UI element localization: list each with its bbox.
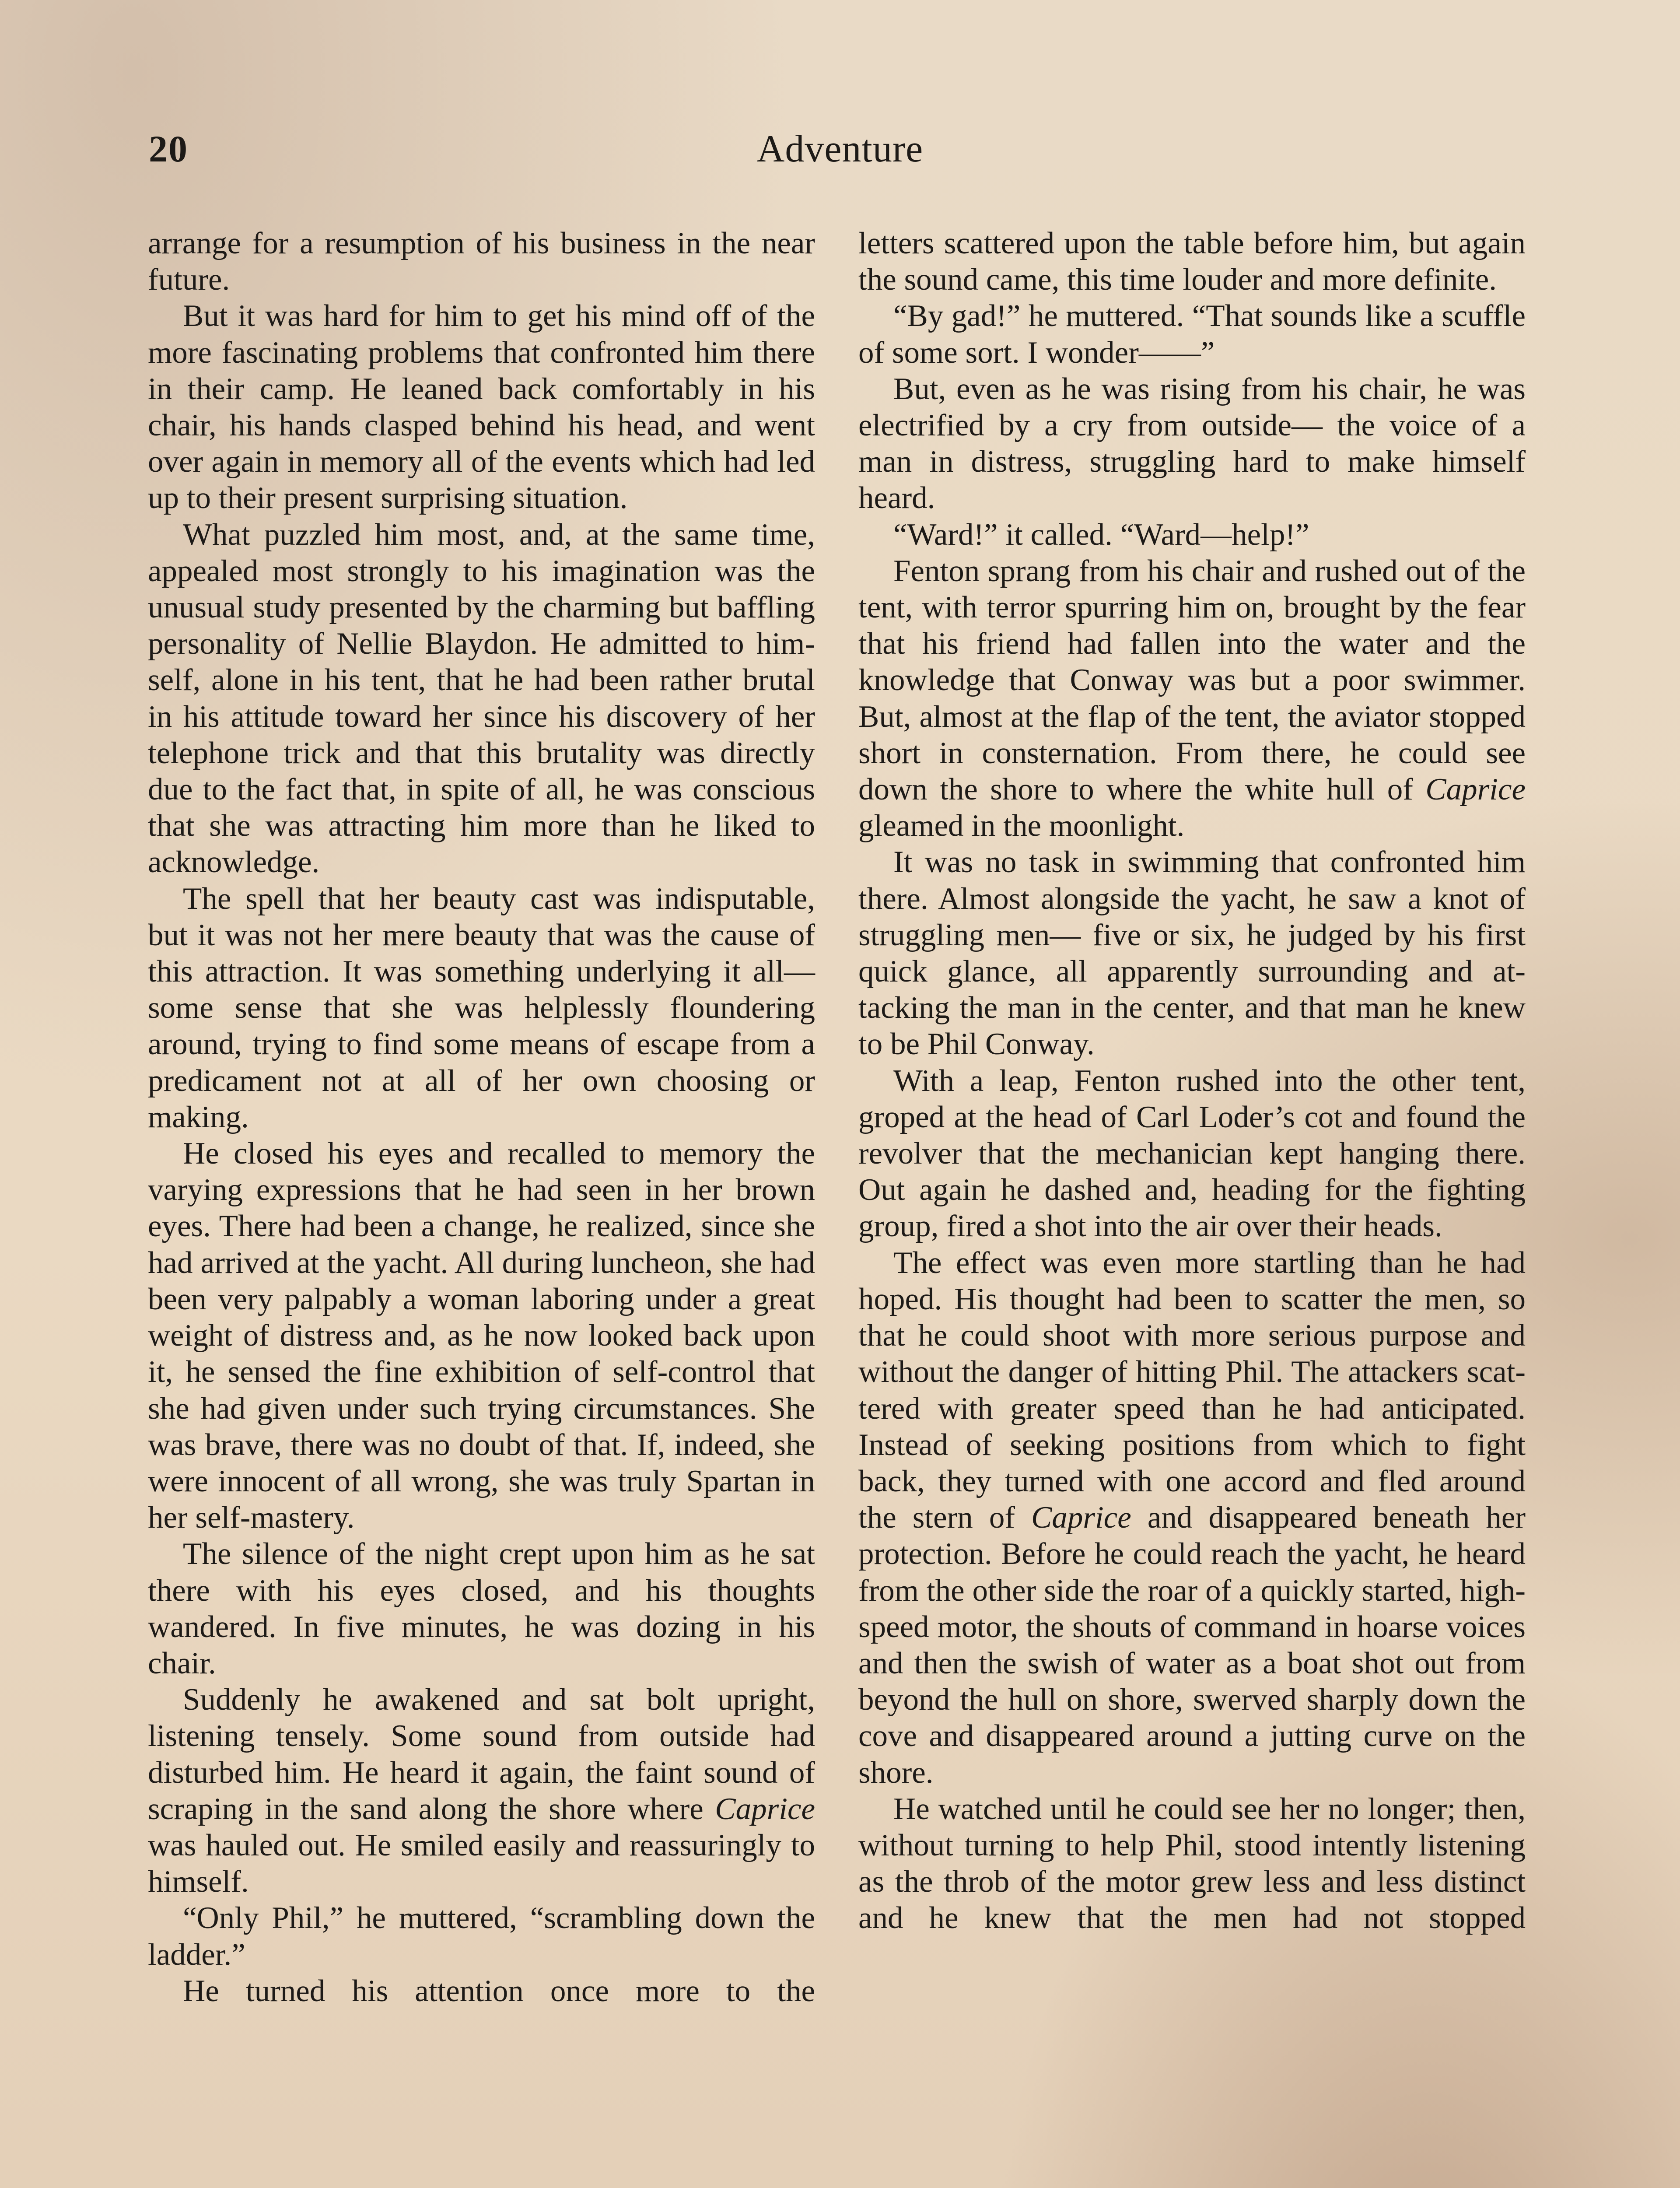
paragraph: The silence of the night crept upon him as he sat there with his eyes closed, and his thoughts wandered. In five minutes, he was dozing in his chair. xyxy=(148,1537,815,1680)
paragraph: The effect was even more startling than he had hoped. His thought had been to scatter the men, so that he could shoot with more serious purpose and without the danger of hitting Phil. The attackers scattered with greater speed than he had anticipated. Instead of seeking positions from which to fight back, they turned with one accord and fled around the stern of Caprice and disappeared beneath her protection. Before he could reach the yacht, he heard from the other side the roar of a quickly started, high-speed motor, the shouts of command in hoarse voices and then the swish of water as a boat shot out from beyond the hull on shore, swerved sharply down the cove and disappeared around a jutting curve on the shore. xyxy=(858,1245,1526,1790)
ship-name: Caprice xyxy=(1031,1501,1131,1535)
paragraph: letters scattered upon the table before him, but again the sound came, this time louder and more definite. xyxy=(858,226,1526,297)
paragraph: “Only Phil,” he muttered, “scrambling down the ladder.” xyxy=(148,1901,815,1972)
paragraph: “Ward!” it called. “Ward—help!” xyxy=(893,517,1309,552)
paragraph: What puzzled him most, and, at the same time, appealed most strongly to his imagination was the unusual study presented by the charming but baffling personality of Nellie Blaydon. He admitted to himself, alone in his tent, that he had been rather brutal in his attitude toward her since his discovery of her telephone trick and that this brutality was directly due to the fact that, in spite of all, he was conscious that she was attracting him more than he liked to acknowledge. xyxy=(148,517,815,880)
paragraph: Fenton sprang from his chair and rushed out of the tent, with terror spurring him on, brought by the fear that his friend had fallen into the water and the knowledge that Conway was but a poor swimmer. But, almost at the flap of the tent, the aviator stopped short in consternation. From there, he could see down the shore to where the white hull of Caprice gleamed in the moonlight. xyxy=(858,554,1526,843)
paragraph: arrange for a resumption of his business in the near future. xyxy=(148,226,815,297)
paragraph: He closed his eyes and recalled to memory the varying expressions that he had seen in her brown eyes. There had been a change, he realized, since she had arrived at the yacht. All during luncheon, she had been very palpably a woman laboring under a great weight of distress and, as he now looked back upon it, he sensed the fine exhibition of self-control that she had given under such trying circumstances. She was brave, there was no doubt of that. If, indeed, she were innocent of all wrong, she was truly Spartan in her self-mastery. xyxy=(148,1136,815,1535)
paragraph: With a leap, Fenton rushed into the other tent, groped at the head of Carl Loder’s cot and found the revolver that the mechanician kept hanging there. Out again he dashed and, heading for the fighting group, fired a shot into the air over their heads. xyxy=(858,1063,1526,1244)
paragraph: He watched until he could see her no longer; then, without turning to help Phil, stood intently listening as the throb of the motor grew less and less distinct and he knew that the men had not stopped xyxy=(858,1792,1526,1936)
paragraph: Suddenly he awakened and sat bolt upright, listening tensely. Some sound from outside had disturbed him. He heard it again, the faint sound of scraping in the sand along the shore where Caprice was hauled out. He smiled easily and reassuringly to himself. xyxy=(148,1683,815,1899)
page-header xyxy=(149,127,1531,184)
page-number: 20 xyxy=(149,128,188,170)
right-column xyxy=(858,225,1526,1937)
ship-name: Caprice xyxy=(1425,772,1526,807)
left-column xyxy=(148,225,815,2009)
paragraph: It was no task in swimming that confronted him there. Almost alongside the yacht, he saw a knot of struggling men— five or six, he judged by his first quick glance, all apparently surrounding and attacking the man in the center, and that man he knew to be Phil Conway. xyxy=(858,845,1526,1062)
paragraph: The spell that her beauty cast was indisputable, but it was not her mere beauty that was the cause of this attraction. It was something underlying it all—some sense that she was helplessly floundering around, trying to find some means of escape from a predicament not at all of her own choosing or making. xyxy=(148,881,815,1134)
running-title: Adventure xyxy=(756,128,924,170)
paragraph: But, even as he was rising from his chair, he was electrified by a cry from outside— the voice of a man in distress, struggling hard to make himself heard. xyxy=(858,372,1526,515)
ship-name: Caprice xyxy=(715,1792,815,1826)
paragraph: But it was hard for him to get his mind off of the more fascinating problems that confronted him there in their camp. He leaned back comfortably in his chair, his hands clasped behind his head, and went over again in memory all of the events which had led up to their present surprising situation. xyxy=(148,299,815,515)
paragraph: He turned his attention once more to the xyxy=(183,1974,815,2008)
paragraph: “By gad!” he muttered. “That sounds like a scuffle of some sort. I wonder——” xyxy=(858,299,1526,370)
